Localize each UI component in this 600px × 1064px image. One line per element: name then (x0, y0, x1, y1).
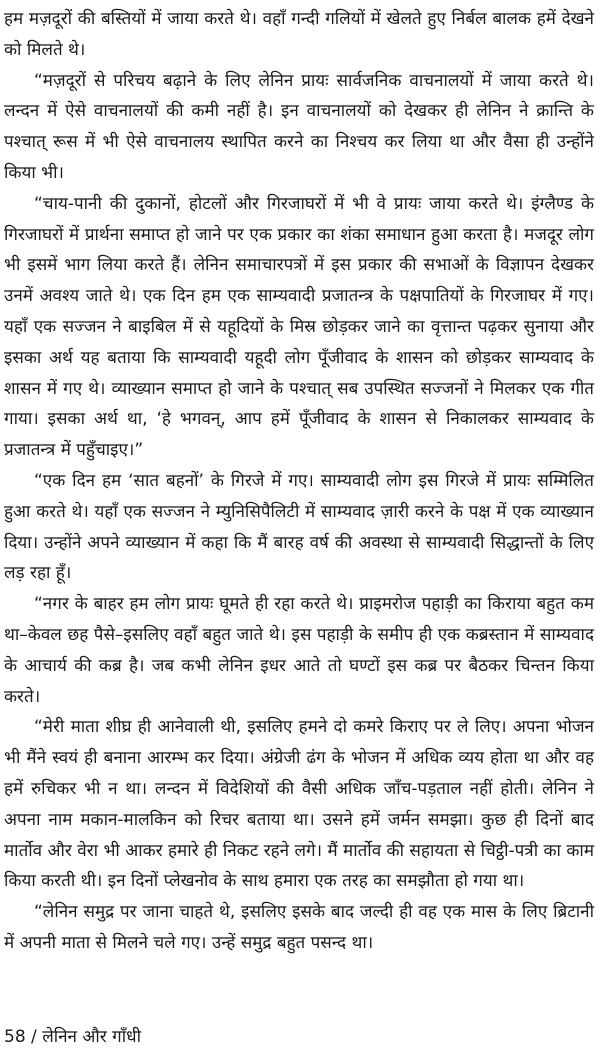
page-number: 58 (4, 1027, 26, 1047)
footer-separator: / (31, 1027, 37, 1047)
paragraph: “नगर के बाहर हम लोग प्रायः घूमते ही रहा करते थे। प्राइमरोज पहाड़ी का किराया बहुत कम था–केवल छह पैसे–इसलिए वहाँ बहुत जाते थे। इस पहाड़ी के समीप ही एक कब्रस्तान में साम्यवाद के आचार्य की कब्र है। जब कभी लेनिन इधर आते तो घण्टों इस कब्र पर बैठकर चिन्तन किया करते। (4, 594, 594, 707)
page-footer (4, 1022, 141, 1052)
paragraph: “लेनिन समुद्र पर जाना चाहते थे, इसलिए इसके बाद जल्दी ही वह एक मास के लिए ब्रिटानी में अपनी माता से मिलने चले गए। उन्हें समुद्र बहुत पसन्द था। (4, 902, 594, 953)
book-title: लेनिन और गाँधी (42, 1027, 141, 1047)
paragraph: “मेरी माता शीघ्र ही आनेवाली थी, इसलिए हमने दो कमरे किराए पर ले लिए। अपना भोजन भी मैंने स्वयं ही बनाना आरम्भ कर दिया। अंग्रेजी ढंग के भोजन में अधिक व्यय होता था और वह हमें रुचिकर भी न था। लन्दन में विदेशियों की वैसी अधिक जाँच-पड़ताल नहीं होती। लेनिन ने अपना नाम मकान-मालकिन को रिचर बताया था। उसने हमें जर्मन समझा। कुछ ही दिनों बाद मार्तोव और वेरा भी आकर हमारे ही निकट रहने लगे। मैं मार्तोव की सहायता से चिट्ठी-पत्री का काम किया करती थी। इन दिनों प्लेखनोव के साथ हमारा एक तरह का समझौता हो गया था। (4, 717, 594, 892)
paragraph: “एक दिन हम ‘सात बहनों’ के गिरजे में गए। साम्यवादी लोग इस गिरजे में प्रायः सम्मिलित हुआ करते थे। यहाँ एक सज्जन ने म्युनिसिपैलिटी में साम्यवाद ज़ारी करने के पक्ष में एक व्याख्यान दिया। उन्होंने अपने व्याख्यान में कहा कि मैं बारह वर्ष की अवस्था से साम्यवादी सिद्धान्तों के लिए लड़ रहा हूँ। (4, 470, 594, 584)
page-body (4, 4, 594, 959)
paragraph: “चाय-पानी की दुकानों, होटलों और गिरजाघरों में भी वे प्रायः जाया करते थे। इंग्लैण्ड के गिरजाघरों में प्रार्थना समाप्त हो जाने पर एक प्रकार का शंका समाधान हुआ करता है। मजदूर लोग भी इसमें भाग लिया करते हैं। लेनिन समाचारपत्रों में इस प्रकार की सभाओं के विज्ञापन देखकर उनमें अवश्य जाते थे। एक दिन हम एक साम्यवादी प्रजातन्त्र के पक्षपातियों के गिरजाघर में गए। यहाँ एक सज्जन ने बाइबिल में से यहूदियों के मिस्र छोड़कर जाने का वृत्तान्त पढ़कर सुनाया और इसका अर्थ यह बताया कि साम्यवादी यहूदी लोग पूँजीवाद के शासन को छोड़कर साम्यवाद के शासन में गए थे। व्याख्यान समाप्त हो जाने के पश्चात् सब उपस्थित सज्जनों ने मिलकर एक गीत गाया। इसका अर्थ था, ‘हे भगवन्, आप हमें पूँजीवाद के शासन से निकालकर साम्यवाद के प्रजातन्त्र में पहुँचाइए।” (4, 193, 594, 461)
paragraph: “मज़दूरों से परिचय बढ़ाने के लिए लेनिन प्रायः सार्वजनिक वाचनालयों में जाया करते थे। लन्दन में ऐसे वाचनालयों की कमी नहीं है। इन वाचनालयों को देखकर ही लेनिन ने क्रान्ति के पश्चात् रूस में भी ऐसे वाचनालय स्थापित करने का निश्चय कर लिया था और वैसा ही उन्होंने किया भी। (4, 70, 594, 183)
paragraph: हम मज़दूरों की बस्तियों में जाया करते थे। वहाँ गन्दी गलियों में खेलते हुए निर्बल बालक हमें देखने को मिलते थे। (4, 9, 594, 60)
